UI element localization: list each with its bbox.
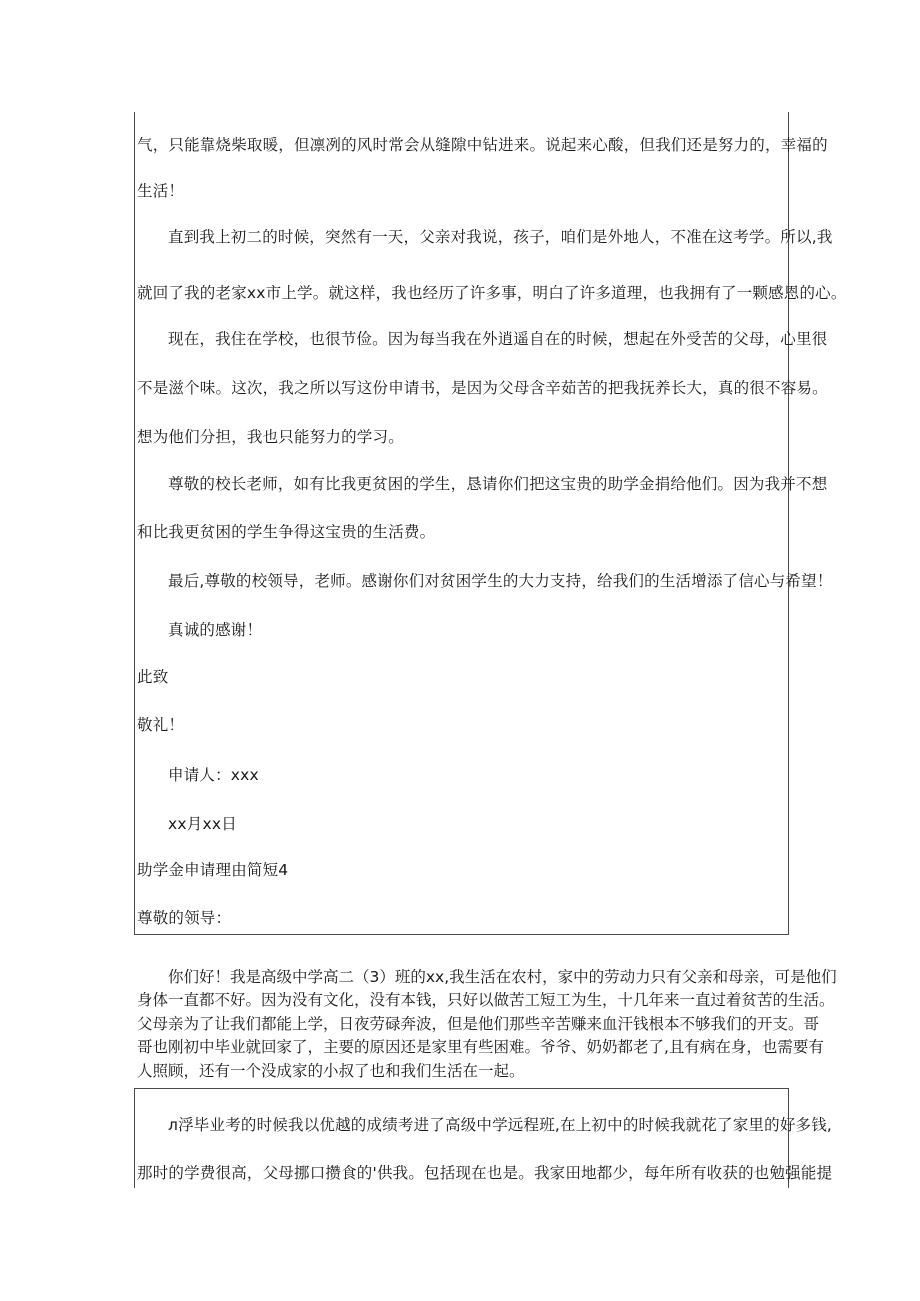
paragraph-line: 人照顾，还有一个没成家的小叔了也和我们生活在一起。 (137, 1061, 525, 1080)
signature-applicant: 申请人：xxx (168, 766, 259, 784)
section-title: 助学金申请理由简短4 (137, 861, 289, 879)
salutation: 尊敬的领导： (137, 909, 232, 927)
paragraph-line: 就回了我的老家xx市上学。就这样，我也经历了许多事，明白了许多道理，也我拥有了一颗感恩的心。 (137, 284, 847, 302)
paragraph-line: 哥也刚初中毕业就回家了，主要的原因还是家里有些困难。爷爷、奶奶都老了,且有病在身，也需要有 (137, 1038, 824, 1057)
paragraph-line: 现在，我住在学校，也很节俭。因为每当我在外逍遥自在的时候，想起在外受苦的父母，心里很 (168, 330, 828, 348)
closing-line: 敬礼！ (137, 716, 185, 734)
body-paragraph (137, 966, 837, 1083)
paragraph-line: 直到我上初二的时候，突然有一天，父亲对我说，孩子，咱们是外地人，不准在这考学。所以,我 (168, 228, 833, 246)
paragraph-line: 尊敬的校长老师，如有比我更贫困的学生，恳请你们把这宝贵的助学金捐给他们。因为我并不想 (168, 475, 828, 493)
paragraph-line: 父母亲为了让我们都能上学，日夜劳碌奔波，但是他们那些辛苦赚来血汗钱根本不够我们的开支。哥 (137, 1014, 820, 1033)
paragraph-line: 最后,尊敬的校领导，老师。感谢你们对贫困学生的大力支持，给我们的生活增添了信心与希望！ (168, 572, 833, 590)
paragraph-line: 真诚的感谢！ (168, 621, 263, 639)
paragraph-line: 那时的学费很高，父母挪口攒食的'供我。包括现在也是。我家田地都少，每年所有收获的也勉强能提 (137, 1164, 833, 1182)
paragraph-line: 你们好！我是高级中学高二（3）班的xx,我生活在农村，家中的劳动力只有父亲和母亲，可是他们 (168, 968, 837, 986)
closing-line: 此致 (137, 668, 169, 686)
paragraph-line: л浮毕业考的时候我以优越的成绩考进了高级中学远程班,在上初中的时候我就花了家里的好多钱, (168, 1116, 833, 1134)
paragraph-line: 气，只能靠烧柴取暖，但凛冽的风时常会从缝隙中钻进来。说起来心酸，但我们还是努力的，幸福的 (137, 136, 828, 154)
paragraph-line: 想为他们分担，我也只能努力的学习。 (137, 428, 404, 446)
paragraph-line: 身体一直都不好。因为没有文化，没有本钱，只好以做苦工短工为生，十几年来一直过着贫苦的生活。 (137, 991, 835, 1010)
paragraph-line: 和比我更贫困的学生争得这宝贵的生活费。 (137, 523, 436, 541)
signature-date: xx月xx日 (168, 815, 237, 833)
paragraph-line: 生活！ (137, 182, 185, 200)
paragraph-line: 不是滋个味。这次，我之所以写这份申请书，是因为父母含辛茹苦的把我抚养长大，真的很不容易。 (137, 379, 828, 397)
